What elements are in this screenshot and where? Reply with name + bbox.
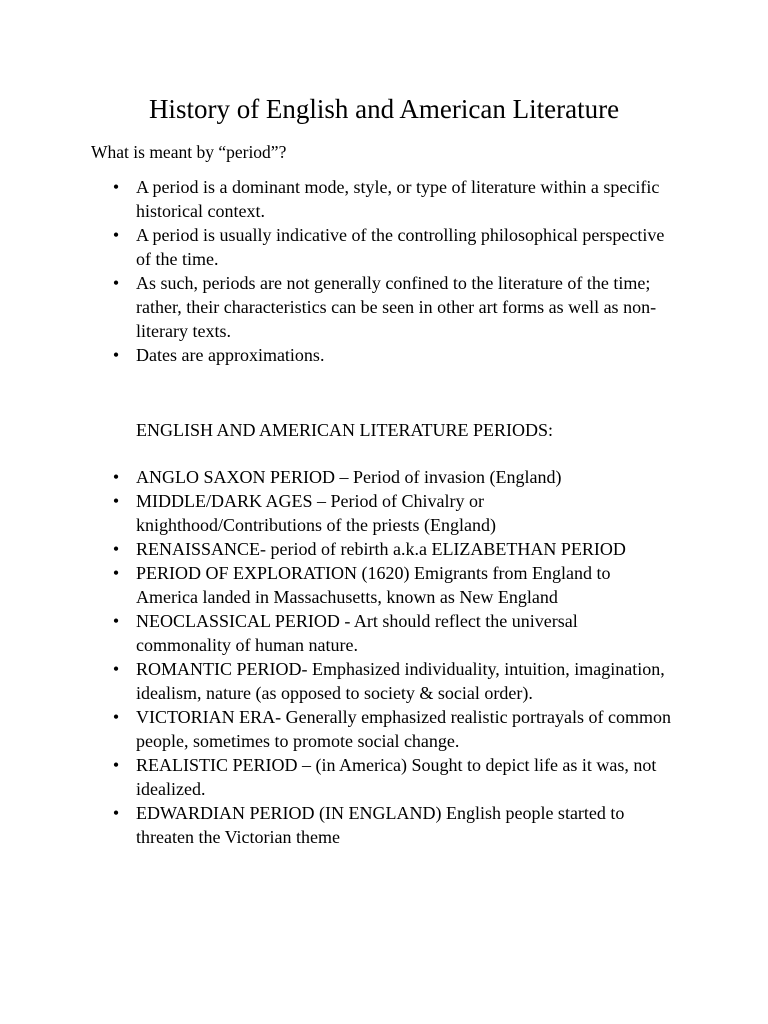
list-item-text: MIDDLE/DARK AGES – Period of Chivalry or knighthood/Contributions of the priests (England) — [136, 491, 496, 535]
bullet-icon: • — [112, 563, 120, 583]
list-item — [0, 609, 672, 657]
bullet-icon: • — [112, 491, 120, 511]
list-item-text: VICTORIAN ERA- Generally emphasized realistic portrayals of common people, sometimes to promote social change. — [136, 707, 672, 751]
list-item — [0, 801, 672, 849]
list-item-text: PERIOD OF EXPLORATION (1620) Emigrants from England to America landed in Massachusetts, known as New England — [136, 563, 611, 607]
bullet-icon: • — [112, 467, 120, 487]
bullet-icon: • — [112, 177, 120, 197]
bullet-icon: • — [112, 755, 120, 775]
bullet-icon: • — [112, 273, 120, 293]
list-item — [0, 561, 672, 609]
list-item — [0, 175, 672, 223]
list-item-text: A period is a dominant mode, style, or type of literature within a specific historical context. — [136, 177, 660, 221]
page-title: History of English and American Literature — [148, 94, 620, 124]
list-item — [0, 657, 672, 705]
bullet-icon: • — [112, 707, 120, 727]
bullet-icon: • — [112, 225, 120, 245]
bullet-icon: • — [112, 345, 120, 365]
section-question: What is meant by “period”? — [91, 142, 287, 162]
list-item — [0, 343, 672, 367]
bullet-icon: • — [112, 659, 120, 679]
list-item-text: REALISTIC PERIOD – (in America) Sought to depict life as it was, not idealized. — [136, 755, 657, 799]
list-item-text: EDWARDIAN PERIOD (IN ENGLAND) English people started to threaten the Victorian theme — [136, 803, 625, 847]
list-item-text: As such, periods are not generally confined to the literature of the time; rather, their characteristics can be seen in other art forms as well as non-literary texts. — [136, 273, 657, 341]
list-item — [0, 465, 672, 489]
bullet-icon: • — [112, 539, 120, 559]
list-item — [0, 753, 672, 801]
periods-heading: ENGLISH AND AMERICAN LITERATURE PERIODS: — [136, 420, 554, 440]
list-item — [0, 705, 672, 753]
intro-bullet-list — [0, 175, 672, 367]
list-item-text: Dates are approximations. — [136, 345, 325, 365]
bullet-icon: • — [112, 611, 120, 631]
list-item-text: ANGLO SAXON PERIOD – Period of invasion (England) — [136, 467, 562, 487]
list-item-text: A period is usually indicative of the controlling philosophical perspective of the time. — [136, 225, 665, 269]
list-item-text: NEOCLASSICAL PERIOD - Art should reflect the universal commonality of human nature. — [136, 611, 578, 655]
list-item — [0, 271, 672, 343]
list-item-text: RENAISSANCE- period of rebirth a.k.a ELIZABETHAN PERIOD — [136, 539, 626, 559]
bullet-icon: • — [112, 803, 120, 823]
list-item — [0, 489, 672, 537]
list-item — [0, 223, 672, 271]
list-item — [0, 537, 672, 561]
list-item-text: ROMANTIC PERIOD- Emphasized individuality, intuition, imagination, idealism, nature (as opposed to society & social order). — [136, 659, 665, 703]
periods-bullet-list — [0, 465, 672, 849]
